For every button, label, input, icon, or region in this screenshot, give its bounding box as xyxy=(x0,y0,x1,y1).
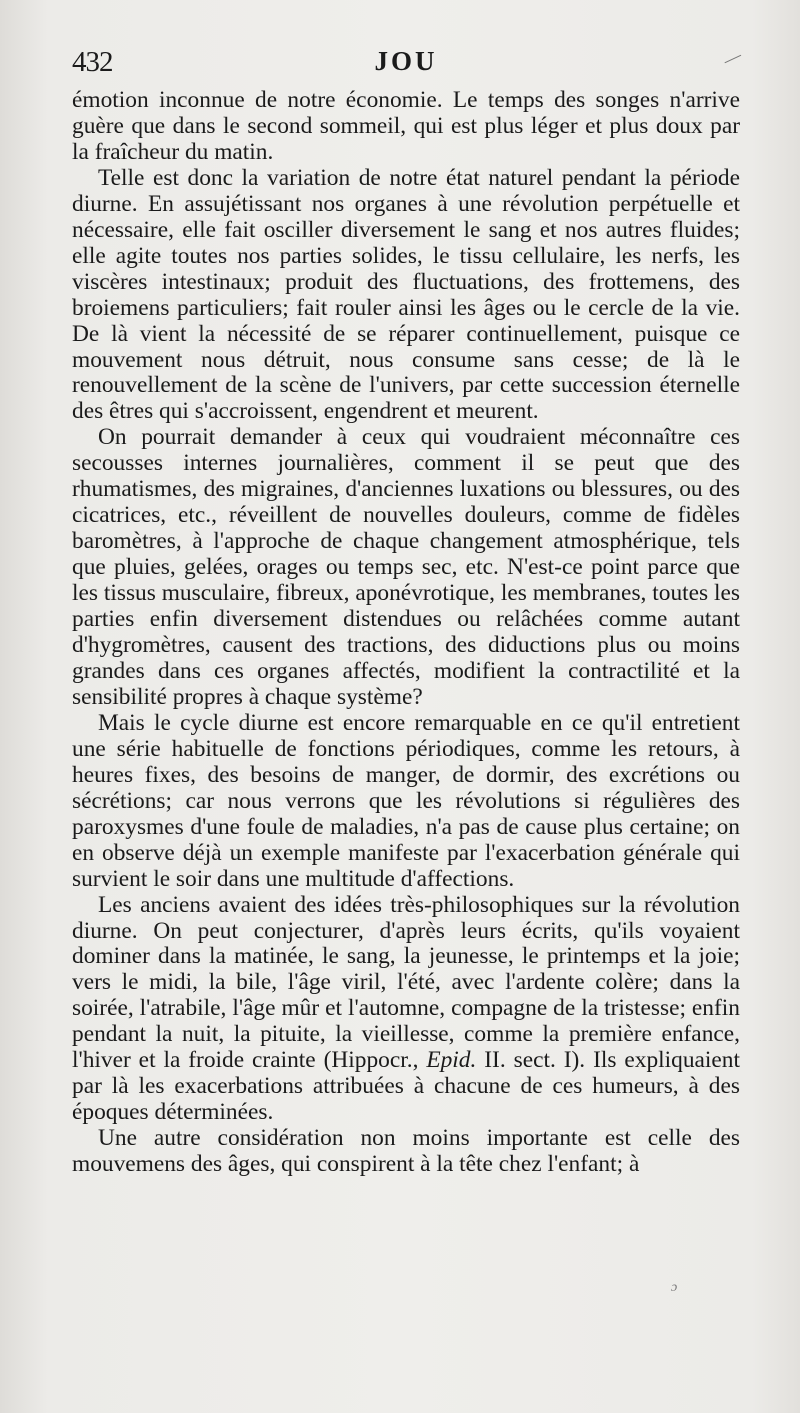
citation-title: Epid. xyxy=(426,1047,477,1074)
paragraph: Telle est donc la variation de notre état naturel pendant la période diurne. En assujétissant nos organes à une révolution perpétuelle et nécessaire, elle fait osciller diversement le sang et nos autres fluides; elle agite toutes nos parties solides, le tissu cellulaire, les nerfs, les viscères intestinaux; produit des fluctuations, des frottemens, des broiemens particuliers; fait rouler ainsi les âges ou le cercle de la vie. De là vient la nécessité de se réparer continuellement, puisque ce mouvement nous détruit, nous consume sans cesse; de là le renouvellement de la scène de l'univers, par cette succession éternelle des êtres qui s'accroissent, engendrent et meurent. xyxy=(72,164,740,425)
running-head: JOU xyxy=(374,46,438,76)
ink-speck: ɔ xyxy=(671,1280,678,1295)
paragraph: On pourrait demander à ceux qui voudraient méconnaître ces secousses internes journalières, comment il se peut que des rhumatismes, des migraines, d'anciennes luxations ou blessures, ou des cicatrices, etc., réveillent de nouvelles douleurs, comme de fidèles baromètres, à l'approche de chaque changement atmosphérique, tels que pluies, gelées, orages ou temps sec, etc. N'est-ce point parce que les tissus musculaire, fibreux, aponévrotique, les membranes, toutes les parties enfin diversement distendues ou relâchées comme autant d'hygromètres, causent des tractions, des diductions plus ou moins grandes dans ces organes affectés, modifient la contractilité et la sensibilité propres à chaque système? xyxy=(72,424,740,710)
paragraph: Mais le cycle diurne est encore remarquable en ce qu'il entretient une série habituelle de fonctions périodiques, comme les retours, à heures fixes, des besoins de manger, de dormir, des excrétions ou sécrétions; car nous verrons que les révolutions si régulières des paroxysmes d'une foule de maladies, n'a pas de cause plus certaine; on en observe déjà un exemple manifeste par l'exacerbation générale qui survient le soir dans une multitude d'affections. xyxy=(72,709,740,892)
paragraph: Une autre considération non moins importante est celle des mouvemens des âges, qui conspirent à la tête chez l'enfant; à xyxy=(72,1125,740,1178)
paragraph: Les anciens avaient des idées très-philosophiques sur la révolution diurne. On peut conjecturer, d'après leurs écrits, qu'ils voyaient dominer dans la matinée, le sang, la jeunesse, le printemps et la joie; vers le midi, la bile, l'âge viril, l'été, avec l'ardente colère; dans la soirée, l'atrabile, l'âge mûr et l'automne, compagne de la tristesse; enfin pendant la nuit, la pituite, la vieillesse, comme la première enfance, l'hiver et la froide crainte (Hippocr., Epid. II. sect. I). Ils expliquaient par là les exacerbations attribuées à chacune de ces humeurs, à des époques déterminées. xyxy=(72,891,740,1126)
page-number: 432 xyxy=(72,46,113,78)
paragraph: émotion inconnue de notre économie. Le temps des songes n'arrive guère que dans le second sommeil, qui est plus léger et plus doux par la fraîcheur du matin. xyxy=(72,87,740,165)
page-header xyxy=(72,44,740,84)
body-text xyxy=(72,88,740,1178)
